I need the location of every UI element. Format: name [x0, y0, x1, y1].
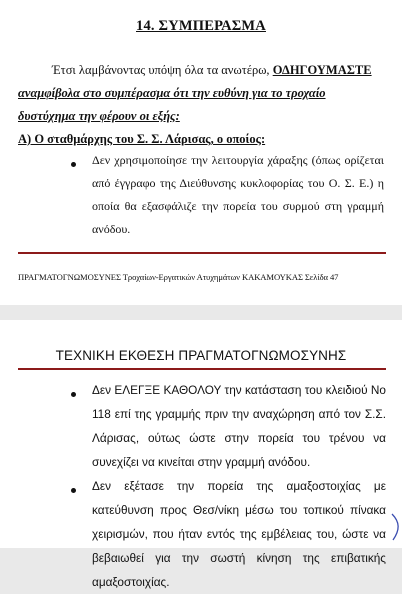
section-title: 14. ΣΥΜΠΕΡΑΣΜΑ — [136, 18, 266, 34]
pen-mark-icon — [390, 512, 402, 542]
header-rule — [18, 368, 386, 370]
bullet-icon — [71, 392, 76, 397]
document-page-48 — [0, 320, 402, 589]
intro-line-1-emphasis: ΟΔΗΓΟΥΜΑΣΤΕ — [272, 63, 372, 77]
bullet-text: Δεν εξέτασε την πορεία της αμαξοστοιχίας με κατεύθυνση προς Θεσ/νίκη μέσω του τοπικού πίνακα χειρισμών, που ήταν εντός της εμβέλειας του, ώστε να βεβαιωθεί για την σωστή κίνηση της επιβατικής αμαξοστοιχίας. — [92, 479, 386, 589]
page-header: ΤΕΧΝΙΚΗ ΕΚΘΕΣΗ ΠΡΑΓΜΑΤΟΓΝΩΜΟΣΥΝΗΣ — [55, 348, 347, 363]
intro-line-1 — [52, 63, 372, 78]
bullet-icon — [71, 488, 76, 493]
bullet-icon — [71, 162, 76, 167]
bullet-text: Δεν χρησιμοποίησε την λειτουργία χάραξης (όπως ορίζεται από έγγραφο της Διεύθυνσης κυκλοφορίας του Ο. Σ. Ε.) η οποία θα εξασφάλιζε την πορεία του συρμού στη γραμμή ανόδου. — [92, 153, 384, 236]
intro-line-2: αναμφίβολα στο συμπέρασμα ότι την ευθύνη για το τροχαίο — [18, 86, 326, 100]
page-footer: ΠΡΑΓΜΑΤΟΓΝΩΜΟΣΥΝΕΣ Τροχαίων-Εργατικών Ατυχημάτων ΚΑΚΑΜΟΥΚΑΣ Σελίδα 47 — [18, 272, 339, 282]
subheading-station-master: Α) Ο σταθμάρχης του Σ. Σ. Λάρισας, ο οποίος: — [18, 132, 266, 146]
intro-line-3: δυστύχημα την φέρουν οι εξής: — [18, 109, 180, 123]
intro-line-1-text: Έτσι λαμβάνοντας υπόψη όλα τα ανωτέρω, — [52, 63, 273, 77]
footer-rule — [18, 252, 386, 254]
bullet-text: Δεν ΕΛΕΓΞΕ ΚΑΘΟΛΟΥ την κατάσταση του κλειδιού Νο 118 επί της γραμμής πριν την αναχώρηση από τον Σ.Σ. Λάρισας, ούτως ώστε στην πορεία του τρένου να συνεχίζει να κινείται στην γραμμή ανόδου. — [92, 383, 386, 469]
